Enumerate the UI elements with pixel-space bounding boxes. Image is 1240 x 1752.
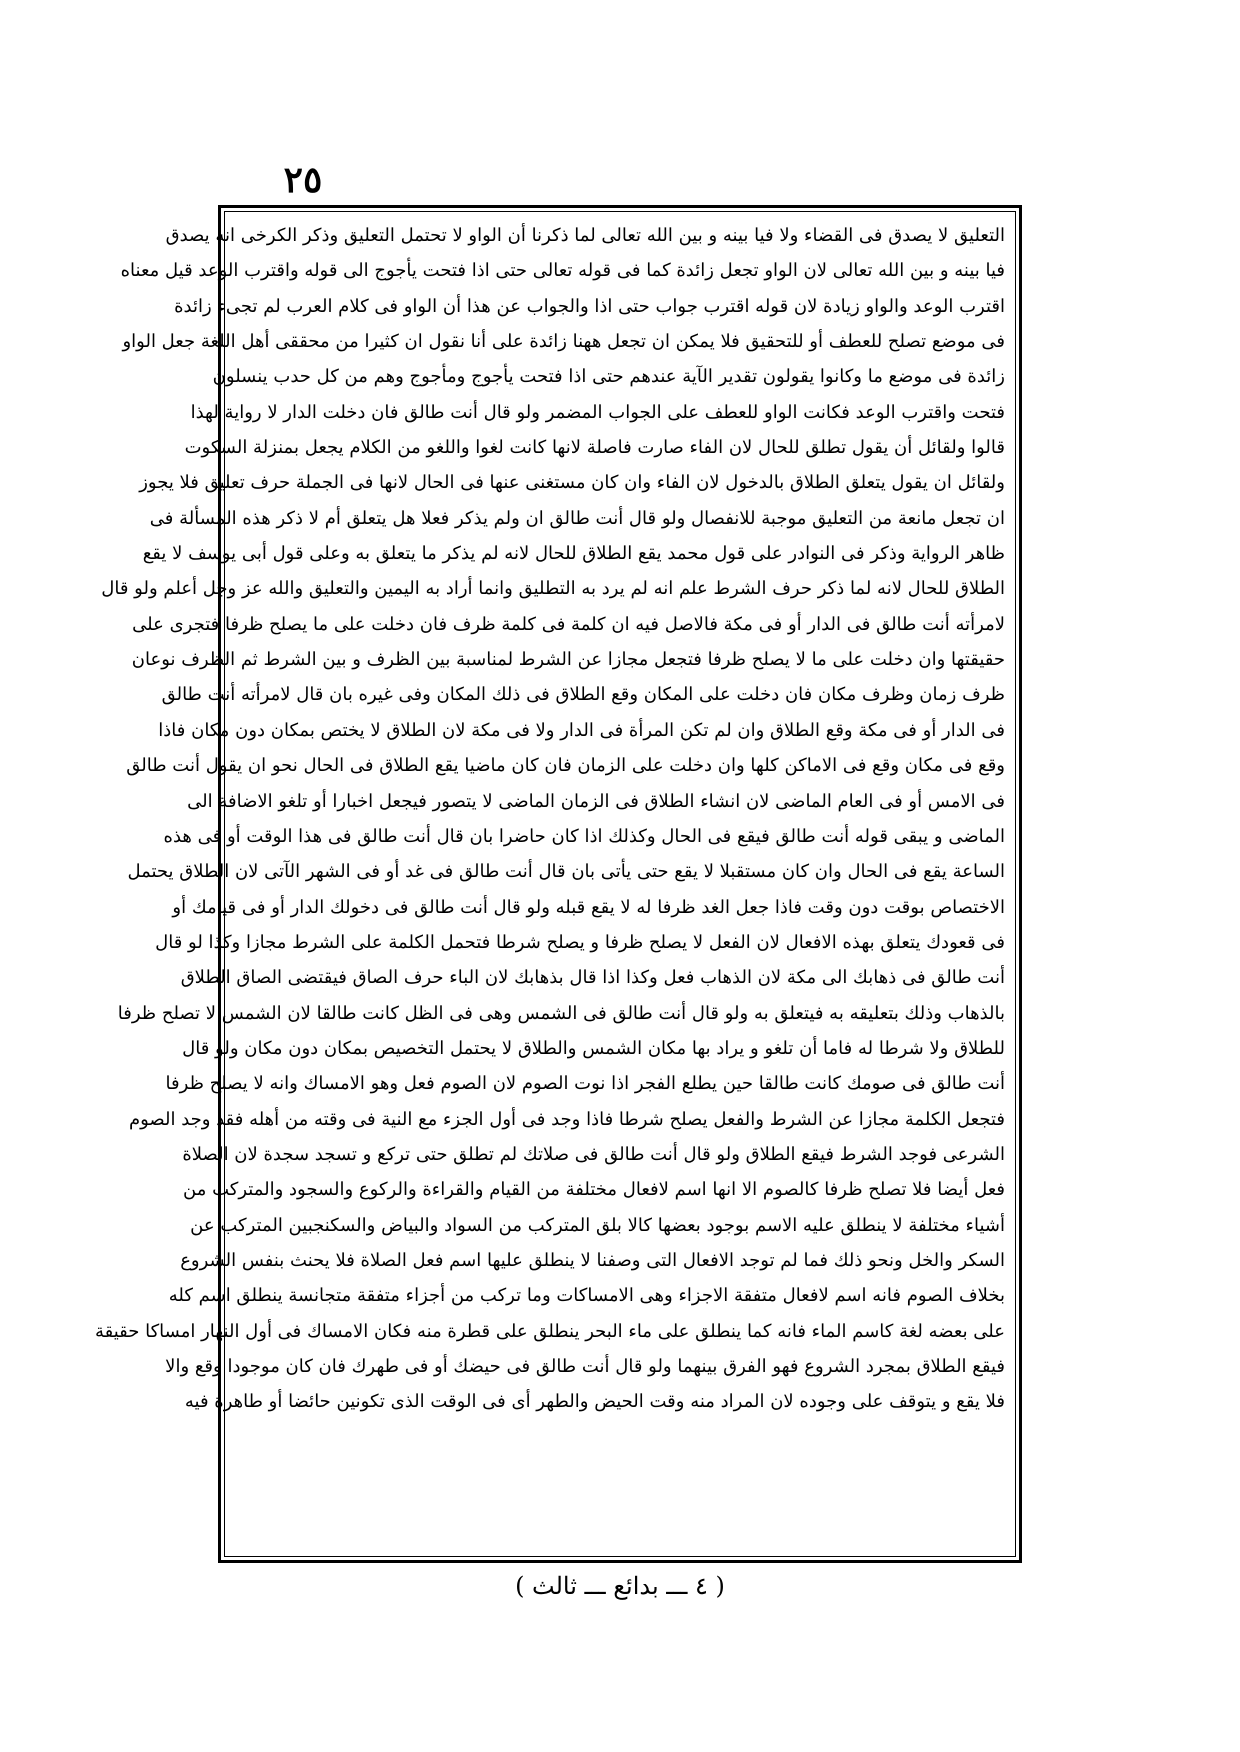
text-line: الشرعى فوجد الشرط فيقع الطلاق ولو قال أنت طالق فى صلاتك لم تطلق حتى تركع و تسجد سجدة لان الصلاة: [182, 1143, 1005, 1165]
text-line: فتحت واقترب الوعد فكانت الواو للعطف على الجواب المضمر ولو قال أنت طالق فان دخلت الدار لا رواية لهذا: [190, 401, 1005, 423]
text-line: وقع فى مكان وقع فى الاماكن كلها وان دخلت على الزمان فان كان ماضيا يقع الطلاق فى الحال نحو ان يقول أنت طالق: [126, 755, 1005, 777]
text-line: على بعضه لغة كاسم الماء فانه كما ينطلق على ماء البحر ينطلق على قطرة منه فكان الامساك فى أول النهار امساكا حقيقة: [94, 1320, 1005, 1342]
text-line: فى الامس أو فى العام الماضى لان انشاء الطلاق فى الزمان الماضى لا يتصور فيجعل اخبارا أو تلغو الاضافة الى: [187, 790, 1005, 812]
text-line: أشياء مختلفة لا ينطلق عليه الاسم بوجود بعضها كالا بلق المتركب من السواد والبياض والسكنجبين المتركب عن: [190, 1214, 1005, 1236]
text-line: فى موضع تصلح للعطف أو للتحقيق فلا يمكن ان تجعل ههنا زائدة على أنا نقول ان كثيرا من محققى أهل اللغة جعل الواو: [122, 331, 1005, 353]
text-line: ولقائل ان يقول يتعلق الطلاق بالدخول لان الفاء وان كان مستغنى عنها فى الحال لانها فى الجملة حرف تعليق فلا يجوز: [139, 472, 1005, 494]
text-line: السكر والخل ونحو ذلك فما لم توجد الافعال التى وصفنا لا ينطلق عليها اسم فعل الصلاة فلا يحنث بنفس الشروع: [180, 1249, 1005, 1271]
text-line: أنت طالق فى ذهابك الى مكة لان الذهاب فعل وكذا اذا قال بذهابك لان الباء حرف الصاق فيقتضى الصاق الطلاق: [180, 967, 1005, 989]
text-line: الطلاق للحال لانه لما ذكر حرف الشرط علم انه لم يرد به التطليق وانما أراد به اليمين والتعليق والله عز وجل أعلم ولو قال: [101, 578, 1005, 600]
text-block: [94, 211, 1016, 1557]
text-line: فتجعل الكلمة مجازا عن الشرط والفعل يصلح شرطا فاذا وجد فى أول الجزء مع النية فى وقته من أهله فقد وجد الصوم: [128, 1108, 1005, 1130]
text-line: فعل أيضا فلا تصلح ظرفا كالصوم الا انها اسم لافعال مختلفة من القيام والقراءة والركوع والسجود والمتركب من: [183, 1179, 1005, 1201]
text-line: التعليق لا يصدق فى القضاء ولا فيا بينه و بين الله تعالى لما ذكرنا أن الواو لا تحتمل التعليق وذكر الكرخى انه يصدق: [165, 225, 1005, 246]
text-line: فى قعودك يتعلق بهذه الافعال لان الفعل لا يصلح ظرفا و يصلح شرطا فتحمل الكلمة على الشرط مجازا وكذا لو قال: [155, 931, 1005, 953]
text-line: فيا بينه و بين الله تعالى لان الواو تجعل زائدة كما فى قوله تعالى حتى اذا فتحت يأجوج الى قوله واقترب الوعد قيل معناه: [120, 260, 1005, 282]
text-line: اقترب الوعد والواو زيادة لان قوله اقترب جواب حتى اذا والجواب عن هذا أن الواو فى كلام العرب لم تجىء زائدة: [174, 295, 1005, 317]
text-line: فى الدار أو فى مكة وقع الطلاق وان لم تكن المرأة فى الدار ولا فى مكة لان الطلاق لا يختص بمكان دون مكان فاذا: [158, 719, 1005, 741]
signature-footer: ( ٤ ـــ بدائع ـــ ثالث ): [515, 1572, 725, 1600]
text-line: أنت طالق فى صومك كانت طالقا حين يطلع الفجر اذا نوت الصوم لان الصوم فعل وهو الامساك وانه لا يصلح ظرفا: [165, 1073, 1005, 1095]
text-line: الساعة يقع فى الحال وان كان مستقبلا لا يقع حتى يأتى بان قال أنت طالق فى غد أو فى الشهر الآتى لان الطلاق يحتمل: [127, 861, 1005, 883]
text-line: ان تجعل مانعة من التعليق موجبة للانفصال ولو قال أنت طالق ان ولم يذكر فعلا هل يتعلق أم لا ذكر هذه المسألة فى: [149, 507, 1005, 529]
text-line: ظرف زمان وظرف مكان فان دخلت على المكان وقع الطلاق فى ذلك المكان وفى غيره بان قال لامرأته أنت طالق: [161, 684, 1005, 706]
text-line: بخلاف الصوم فانه اسم لافعال متفقة الاجزاء وهى الامساكات وما تركب من أجزاء متفقة متجانسة ينطلق اسم كله: [168, 1285, 1005, 1307]
text-line: بالذهاب وذلك بتعليقه به فيتعلق به ولو قال أنت طالق فى الشمس وهى فى الظل كانت طالقا لان الشمس لا تصلح ظرفا: [117, 1002, 1005, 1024]
text-line: ظاهر الرواية وذكر فى النوادر على قول محمد يقع الطلاق للحال لانه لم يذكر ما يتعلق به وعلى قول أبى يوسف لا يقع: [142, 543, 1005, 565]
text-line: زائدة فى موضع ما وكانوا يقولون تقدير الآية عندهم حتى اذا فتحت يأجوج ومأجوج وهم من كل حدب ينسلون: [212, 366, 1005, 388]
text-line: الماضى و يبقى قوله أنت طالق فيقع فى الحال وكذلك اذا كان حاضرا بان قال أنت طالق فى هذا الوقت أو فى هذه: [163, 825, 1005, 847]
text-line: للطلاق ولا شرطا له فاما أن تلغو و يراد بها مكان الشمس والطلاق لا يحتمل التخصيص بمكان دون مكان ولو قال: [182, 1037, 1005, 1059]
page-number: ٢٥: [283, 159, 323, 201]
text-line: الاختصاص بوقت دون وقت فاذا جعل الغد ظرفا له لا يقع قبله ولو قال أنت طالق فى دخولك الدار أو فى قيامك أو: [172, 896, 1005, 918]
text-line: قالوا ولقائل أن يقول تطلق للحال لان الفاء صارت فاصلة لانها كانت لغوا واللغو من الكلام يجعل بمنزلة السكوت: [184, 437, 1005, 459]
text-line: فلا يقع و يتوقف على وجوده لان المراد منه وقت الحيض والطهر أى فى الوقت الذى تكونين حائضا أو طاهرة فيه: [184, 1391, 1005, 1413]
text-line: فيقع الطلاق بمجرد الشروع فهو الفرق بينهما ولو قال أنت طالق فى حيضك أو فى طهرك فان كان موجودا وقع والا: [165, 1356, 1005, 1377]
text-line: لامرأته أنت طالق فى الدار أو فى مكة فالاصل فيه ان كلمة فى كلمة ظرف فان دخلت على ما يصلح ظرفا فتجرى على: [132, 613, 1005, 635]
text-line: حقيقتها وان دخلت على ما لا يصلح ظرفا فتجعل مجازا عن الشرط لمناسبة بين الظرف و بين الشرط ثم الظرف نوعان: [131, 649, 1005, 671]
